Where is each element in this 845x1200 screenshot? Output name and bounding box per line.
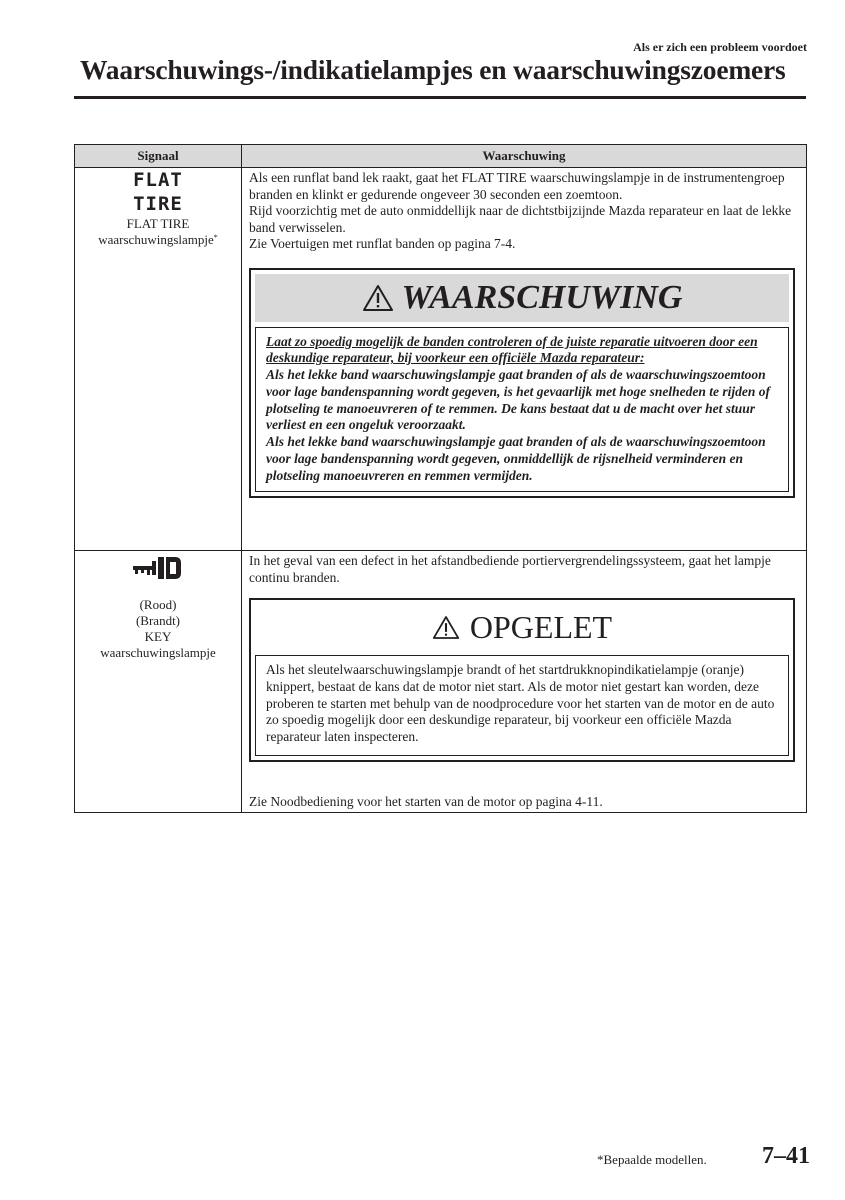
section-label: Als er zich een probleem voordoet — [633, 40, 807, 54]
signal-cell — [75, 168, 242, 551]
warning-box-header — [255, 274, 789, 322]
table-header-row — [75, 145, 807, 168]
title-rule — [74, 96, 806, 99]
col-header-warning: Waarschuwing — [242, 145, 807, 168]
footnote: *Bepaalde modellen. — [597, 1152, 707, 1167]
reference-text: Zie Noodbediening voor het starten van de motor op pagina 4-11. — [249, 793, 603, 809]
warning-triangle-icon — [432, 615, 460, 640]
warning-box — [249, 268, 795, 498]
signal-cell — [75, 551, 242, 813]
warning-table — [74, 144, 807, 813]
warning-cell — [242, 168, 807, 551]
description-text: Als een runflat band lek raakt, gaat het FLAT TIRE waarschuwingslampje in de instrumentengroep branden en klinkt er gedurende ongeveer 30 seconden een zoemtoon. Rijd voorzichtig met de auto onmiddellijk naar de dichtstbijzijnde Mazda reparateur en laat de lekke band verwisselen. Zie Voertuigen met runflat banden op pagina 7-4. — [249, 170, 792, 251]
footnote-mark: * — [213, 233, 218, 242]
caution-box-header — [255, 604, 789, 650]
warning-box-title: WAARSCHUWING — [401, 278, 683, 316]
warning-box-text: Laat zo spoedig mogelijk de banden controleren of de juiste reparatie uitvoeren door een deskundige reparateur, bij voorkeur een officiële Mazda reparateur: Als het lekke band waarschuwingslampje gaat branden of als de waarschuwingszoemtoon voor lage bandenspanning wordt gegeven, is het gevaarlijk met hoge snelheden te rijden of plotseling te manoeuvreren of te remmen. De kans bestaat dat u de macht over het stuur verliest en een ongeluk veroorzaakt. Als het lekke band waarschuwingslampje gaat branden of als de waarschuwingszoemtoon voor lage bandenspanning wordt gegeven, onmiddellijk de rijsnelheid verminderen en plotseling manoeuvreren en remmen vermijden. — [255, 327, 789, 492]
table-row — [75, 168, 807, 551]
warning-triangle-icon — [362, 284, 394, 312]
page-title: Waarschuwings-/indikatielampjes en waarschuwingszoemers — [80, 54, 786, 85]
caution-box — [249, 598, 795, 762]
table-row — [75, 551, 807, 813]
col-header-signal: Signaal — [75, 145, 242, 168]
caution-box-title: OPGELET — [469, 608, 613, 645]
signal-label: (Rood) (Brandt) KEY waarschuwingslampje — [100, 597, 216, 660]
key-warning-icon — [75, 551, 241, 587]
flat-tire-icon: FLAT TIRE — [133, 169, 183, 215]
description-text: In het geval van een defect in het afstandbediende portiervergrendelingssysteem, gaat het lampje continu branden. — [249, 553, 771, 585]
warning-cell — [242, 551, 807, 813]
page-number: 7–41 — [762, 1143, 810, 1169]
signal-label: FLAT TIRE waarschuwingslampje* — [98, 216, 218, 247]
caution-box-text: Als het sleutelwaarschuwingslampje brandt of het startdrukknopindikatielampje (oranje) knippert, bestaat de kans dat de motor niet start. Als de motor niet gestart kan worden, deze proberen te starten met behulp van de noodprocedure voor het starten van de motor en de auto zo spoedig mogelijk door een deskundige reparateur, bij voorkeur een officiële Mazda reparateur laten inspecteren. — [255, 655, 789, 756]
